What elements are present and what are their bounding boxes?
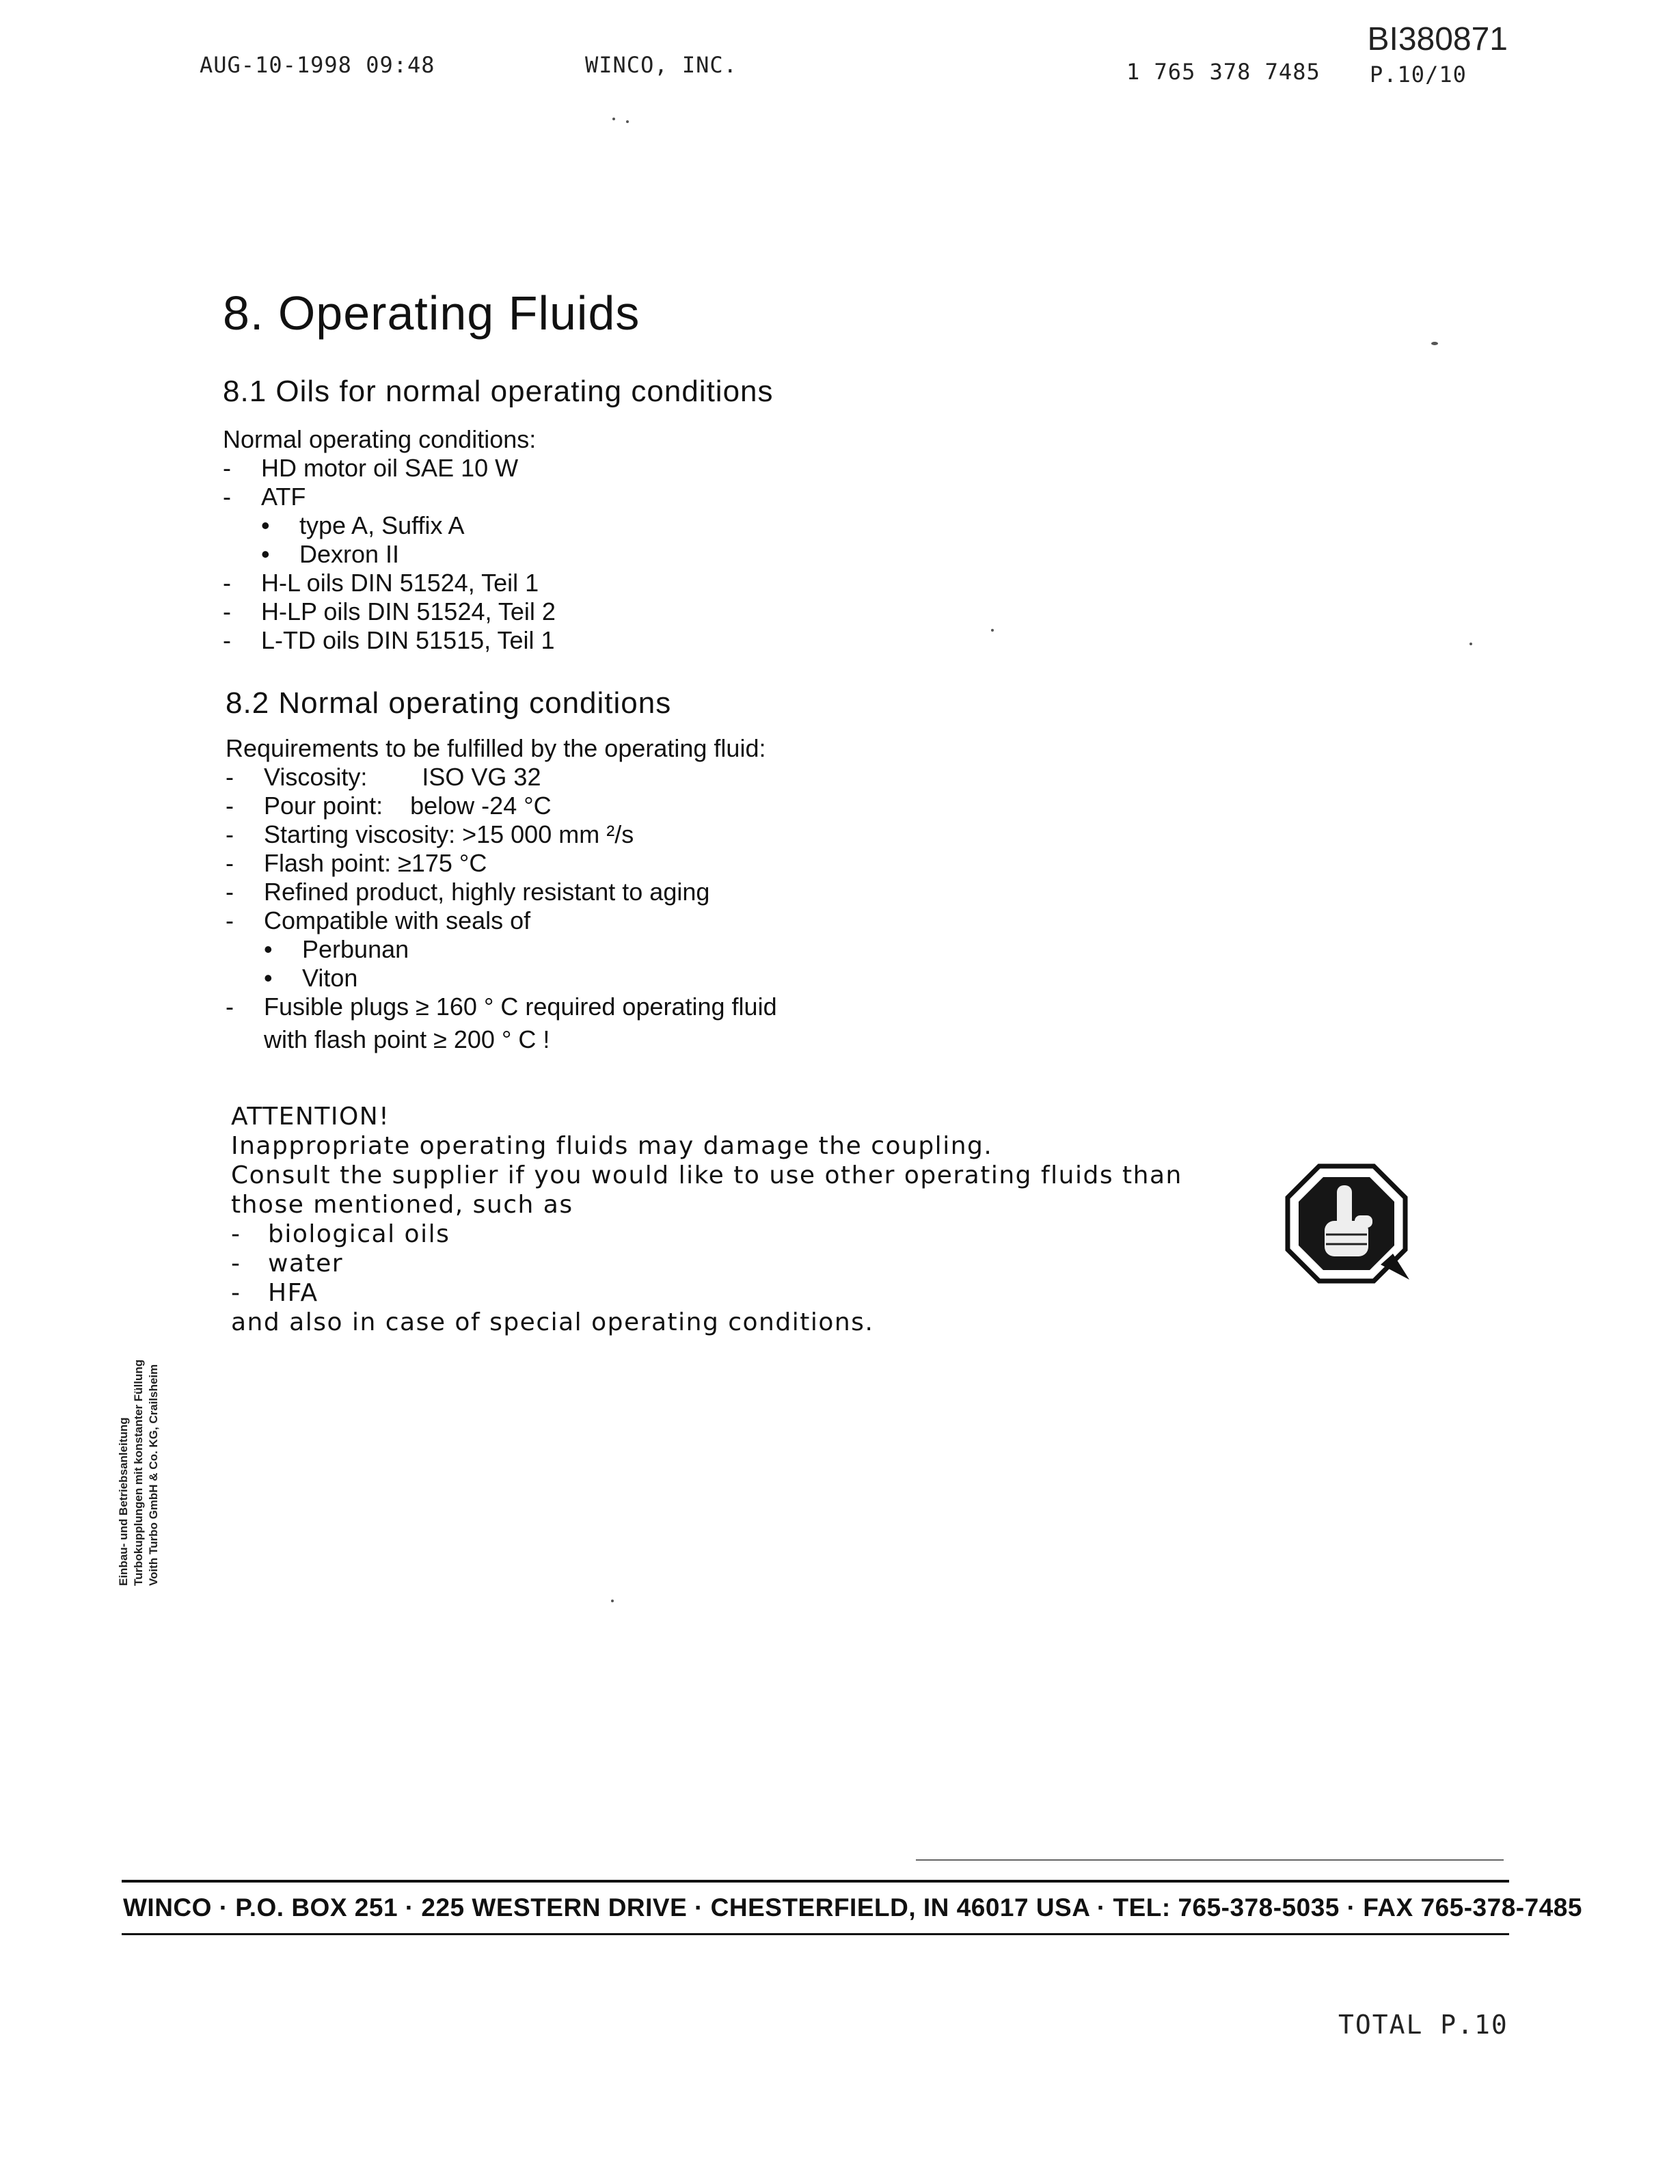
scan-speck [1431, 342, 1438, 345]
attention-heading: ATTENTION! [231, 1103, 390, 1131]
fax-page: P.10/10 [1370, 62, 1467, 87]
list-item: - Pour point: below -24 °C [226, 792, 552, 820]
list-item: - H-L oils DIN 51524, Teil 1 [223, 569, 539, 597]
oil-list [223, 454, 556, 655]
list-item: - L-TD oils DIN 51515, Teil 1 [223, 626, 555, 654]
fax-date-time: AUG-10-1998 09:48 [200, 52, 435, 78]
list-item: - Fusible plugs ≥ 160 ° C required operating fluid [226, 993, 777, 1021]
attention-closing: and also in case of special operating conditions. [231, 1308, 874, 1336]
list-item: - Viscosity: ISO VG 32 [226, 763, 541, 791]
list-item: • Viton [264, 964, 358, 992]
attention-block [231, 1102, 1182, 1337]
subsection-8-1-title: 8.1 Oils for normal operating conditions [223, 375, 774, 408]
subsection-8-2-title: 8.2 Normal operating conditions [226, 686, 672, 720]
subsection-8-1-intro: Normal operating conditions: [223, 425, 537, 453]
list-item: • type A, Suffix A [261, 511, 465, 539]
subsection-8-2-intro: Requirements to be fulfilled by the operating fluid: [226, 734, 766, 762]
list-item: - Starting viscosity: >15 000 mm ²/s [226, 820, 634, 848]
attention-line: Consult the supplier if you would like to use other operating fluids than [231, 1161, 1182, 1189]
scan-speck [611, 1600, 614, 1602]
attention-line: Inappropriate operating fluids may damage the coupling. [231, 1132, 993, 1160]
footer-top-rule [122, 1880, 1509, 1883]
list-item: - Refined product, highly resistant to aging [226, 878, 710, 906]
side-publisher-text: Einbau- und Betriebsanleitung Turbokupplungen mit konstanter Füllung Voith Turbo GmbH & Co. KG, Crailsheim [117, 1359, 160, 1586]
fusible-plug-note: with flash point ≥ 200 ° C ! [264, 1025, 550, 1053]
scan-speck [626, 120, 629, 123]
subsection-8-1-body [223, 425, 556, 655]
list-item: • Perbunan [264, 935, 409, 963]
hand-warning-icon [1278, 1162, 1415, 1285]
list-item: • Dexron II [261, 540, 400, 568]
list-item: - HFA [231, 1279, 319, 1307]
footer-bottom-rule [122, 1933, 1509, 1935]
list-item: - ATF [223, 483, 306, 511]
list-item: - Flash point: ≥175 °C [226, 849, 487, 877]
section-title: 8. Operating Fluids [223, 286, 640, 340]
document-id: BI380871 [1367, 21, 1508, 57]
list-item: - H-LP oils DIN 51524, Teil 2 [223, 597, 556, 625]
fax-company: WINCO, INC. [585, 52, 737, 78]
fax-phone: 1 765 378 7485 [1126, 59, 1320, 85]
subsection-8-2-body [226, 734, 777, 1054]
scan-speck [1469, 643, 1472, 645]
requirements-list [226, 763, 777, 1021]
footer-address: WINCO · P.O. BOX 251 · 225 WESTERN DRIVE · CHESTERFIELD, IN 46017 USA · TEL: 765-378-5035 · FAX 765-378-7485 [123, 1893, 1582, 1922]
scan-speck [991, 629, 994, 632]
footer-dash-rule [916, 1859, 1504, 1861]
list-item: - Compatible with seals of [226, 906, 531, 934]
list-item: - HD motor oil SAE 10 W [223, 454, 519, 482]
list-item: - biological oils [231, 1220, 450, 1248]
list-item: - water [231, 1250, 344, 1278]
total-pages: TOTAL P.10 [1338, 2010, 1508, 2040]
scan-speck [612, 118, 615, 120]
attention-line: those mentioned, such as [231, 1191, 573, 1219]
